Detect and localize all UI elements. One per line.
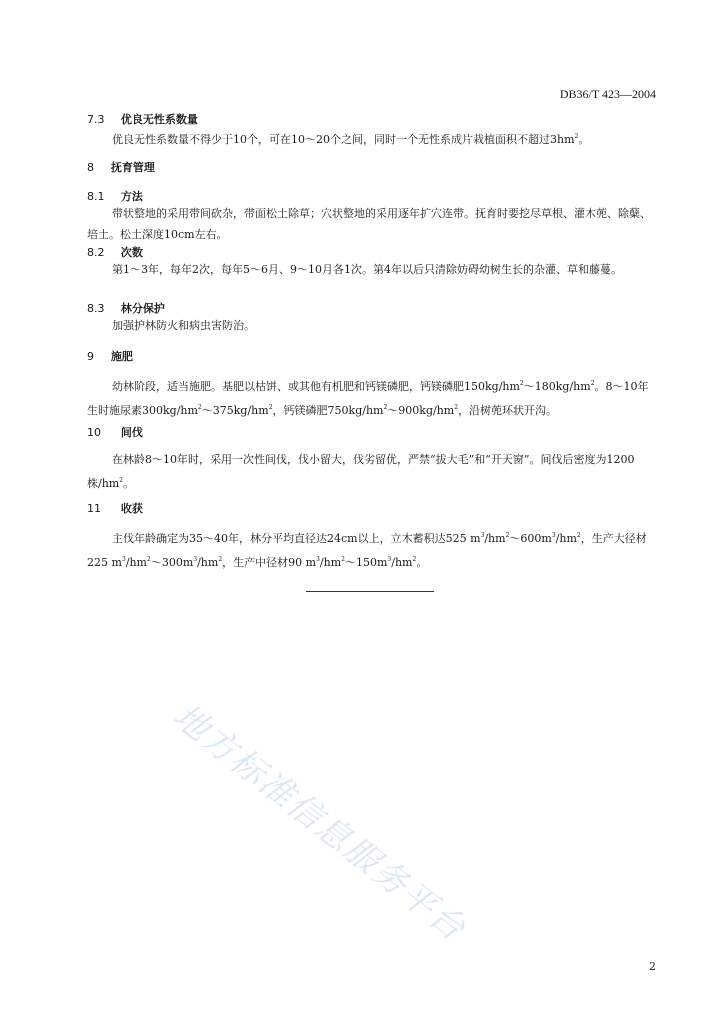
text-run: ，沿树蔸环状开沟。 — [458, 404, 558, 417]
text-run: 。 — [416, 556, 428, 569]
superscript: 2 — [197, 404, 202, 411]
text-run: /hm — [391, 556, 413, 569]
superscript: 2 — [574, 133, 579, 140]
text-run: ～150m — [344, 556, 388, 569]
heading-9 — [87, 348, 133, 364]
text-run: 在林龄8～10年时，采用一次性间伐，伐小留大，伐劣留优，严禁“拔大毛”和“开天窗”。间伐后密度为1200株/hm — [87, 453, 635, 490]
superscript: 2 — [341, 556, 345, 563]
superscript: 3 — [551, 532, 556, 539]
superscript: 2 — [576, 532, 581, 539]
heading-8-1 — [87, 188, 143, 204]
superscript: 2 — [218, 556, 223, 563]
text-run: ～600m — [509, 532, 552, 545]
text-run: /hm — [125, 556, 147, 569]
page-number: 2 — [649, 960, 656, 973]
text-run: 优良无性系数量不得少于10个，可在10～20个之间，同时一个无性系成片栽植面积不超过3hm — [112, 133, 575, 146]
text-run: /hm — [484, 532, 506, 545]
superscript: 3 — [480, 532, 485, 539]
paragraph-10 — [87, 449, 657, 494]
paragraph-11 — [87, 525, 657, 573]
text-run: /hm — [197, 556, 219, 569]
superscript: 2 — [505, 532, 510, 539]
text-run: ～375kg/hm — [201, 404, 269, 417]
heading-7-3 — [87, 111, 198, 127]
heading-title: 收获 — [120, 502, 143, 515]
superscript: 2 — [268, 404, 273, 411]
text-run: ～300m — [150, 556, 194, 569]
heading-11 — [87, 500, 143, 516]
heading-number: 8.2 — [87, 246, 105, 259]
superscript: 2 — [519, 380, 524, 387]
superscript: 2 — [412, 556, 417, 563]
superscript: 3 — [316, 556, 320, 563]
heading-number: 7.3 — [87, 113, 105, 126]
text-run: 。8～10年生时施尿素300kg/hm — [87, 380, 649, 417]
heading-title: 间伐 — [120, 426, 143, 439]
text-run: /hm — [555, 532, 577, 545]
text-run: ～900kg/hm — [387, 404, 455, 417]
heading-number: 11 — [87, 502, 101, 515]
paragraph-7-3 — [87, 126, 657, 150]
heading-8 — [87, 159, 155, 175]
text-run: 主伐年龄确定为35～40年，林分平均直径达24cm以上，立木蓄积达525 m — [112, 532, 481, 545]
document-code: DB36/T 423—2004 — [559, 87, 656, 101]
heading-10 — [87, 424, 143, 440]
heading-number: 8 — [87, 161, 94, 174]
superscript: 2 — [147, 556, 151, 563]
heading-number: 8.3 — [87, 302, 105, 315]
text-run: 。 — [123, 477, 135, 490]
text-run: ～180kg/hm — [523, 380, 591, 393]
paragraph-8-1: 带状整地的采用带间砍杂，带面松土除草；穴状整地的采用逐年扩穴连带。抚育时要挖尽草根、灌木蔸、除蘖、培土。松土深度10cm左右。 — [87, 207, 651, 241]
heading-number: 8.1 — [87, 190, 105, 203]
heading-title: 林分保护 — [120, 302, 165, 315]
heading-title: 施肥 — [110, 350, 133, 363]
paragraph-8-3: 加强护林防火和病虫害防治。 — [112, 319, 255, 332]
heading-title: 方法 — [120, 190, 143, 203]
text-run: ，生产大径材225 m — [87, 532, 647, 569]
text-run: 幼林阶段，适当施肥。基肥以枯饼、或其他有机肥和钙镁磷肥，钙镁磷肥150kg/hm — [112, 380, 520, 393]
text-run: ，生产中径材90 m — [222, 556, 317, 569]
text-run: /hm — [319, 556, 342, 569]
heading-8-2 — [87, 244, 143, 260]
superscript: 2 — [383, 404, 388, 411]
paragraph-8-2: 第1～3年，每年2次，每年5～6月、9～10月各1次。第4年以后只清除妨碍幼树生长的杂灌、草和藤蔓。 — [112, 263, 622, 276]
superscript: 2 — [454, 404, 459, 411]
text-run: ，钙镁磷肥750kg/hm — [272, 404, 384, 417]
heading-number: 10 — [87, 426, 101, 439]
text-run: 。 — [578, 133, 590, 146]
superscript: 3 — [121, 556, 126, 563]
end-rule — [306, 591, 434, 592]
watermark: 地方标准信息服务平台 — [165, 696, 474, 950]
superscript: 2 — [590, 380, 595, 387]
heading-title: 次数 — [120, 246, 143, 259]
superscript: 3 — [193, 556, 198, 563]
heading-8-3 — [87, 300, 165, 316]
paragraph-9 — [87, 373, 657, 421]
heading-title: 抚育管理 — [110, 161, 155, 174]
heading-title: 优良无性系数量 — [120, 113, 198, 126]
heading-number: 9 — [87, 350, 94, 363]
superscript: 2 — [119, 477, 124, 484]
superscript: 3 — [387, 556, 392, 563]
